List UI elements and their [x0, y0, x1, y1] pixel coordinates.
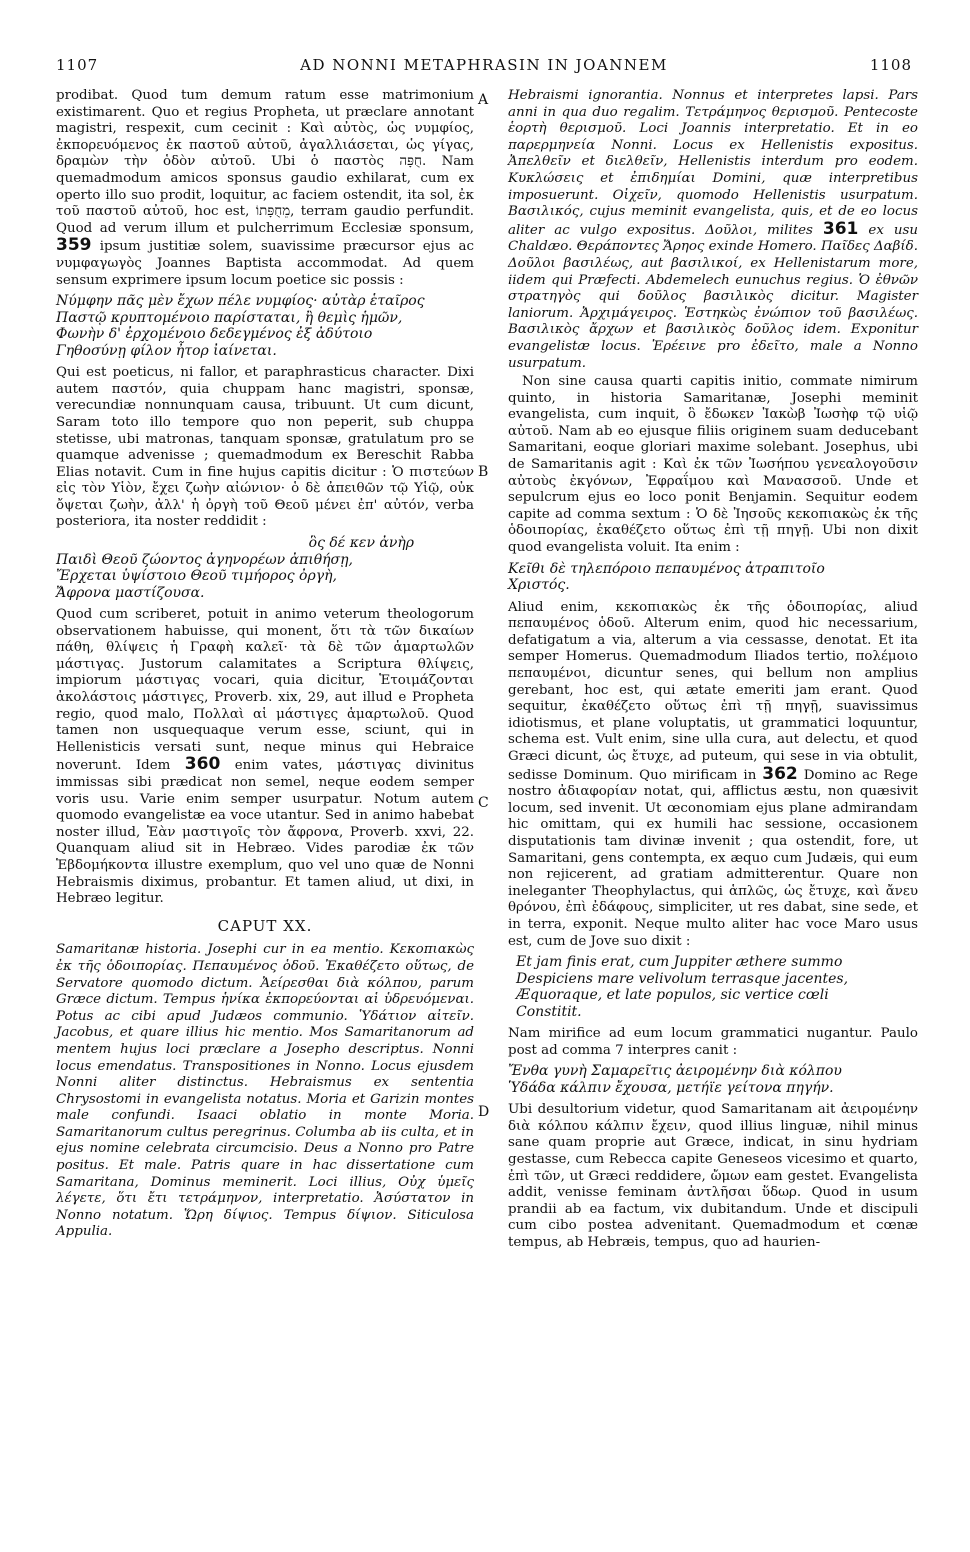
verse-line: Et jam finis erat, cum Juppiter æthere summo	[516, 954, 843, 971]
right-verse-3	[508, 1063, 918, 1096]
verse-line: Æquoraque, et late populos, sic vertice cœli	[516, 987, 829, 1004]
verse-line: Ὑδάδα κάλπιν ἔχουσα, μετήϊε γείτονα πηγήν.	[508, 1079, 834, 1096]
left-paragraph-2: Qui est poeticus, ni fallor, et paraphrasticus character. Dixi autem παστόν, quia chuppam hanc magistri, sponsæ, verecundiæ nonnunquam causa, tribuunt. Ut cum dicunt, Saram toto illo tempore quo non peperit, sub chuppa stetisse, ubi matronas, tanquam sponsæ, gratulatum pro se quamque advenisse ; quemadmodum ex Bereschit Rabba Elias notavit. Cum in fine hujus capitis dicitur : Ὁ πιστεύων εἰς τὸν Υἱὸν, ἔχει ζωὴν αἰώνιον· ὁ δὲ ἀπειθῶν τῷ Υἱῷ, οὐκ ὄψεται ζωὴν, ἀλλ' ἡ ὀργὴ τοῦ Θεοῦ μένει ἐπ' αὐτόν, verba posteriora, ita noster reddidit :	[56, 365, 474, 530]
chapter-heading: CAPUT XX.	[217, 916, 313, 935]
verse-line: Despiciens mare velivolum terrasque jacentes,	[516, 970, 849, 987]
right-column	[508, 88, 918, 1254]
verse-line: Χριστός.	[508, 577, 570, 594]
page-number-right: 1108	[869, 56, 912, 74]
right-paragraph-2: Aliud enim, κεκοπιακὼς ἐκ τῆς ὁδοιπορίας, aliud πεπαυμένος ὁδοῦ. Alterum enim, quod hic necessarium, defatigatum a via, alterum a via cessasse, denotat. Et ita semper Homerus. Quemadmodum Iliados tertio, πολέμοιο πεπαυμένοι, dicuntur senes, qui bellum non amplius gerebant, hoc est, qui ætate emeriti jam erant. Quod sequitur, ἐκαθέζετο οὕτως ἐπὶ τῇ πηγῇ, suavissimus idiotismus, et plane voluptatis, ut grammatici loquuntur, schema est. Vult enim, sine ulla cura, aut delectu, et quod Græci dicunt, ὡς ἔτυχε, ad puteum, qui sese in via obtulit, sedisse Dominum. Quo mirificam in 362 Domino ac Rege nostro ἀδιαφορίαν notat, qui, afflictus æstu, non quæsivit locum, sed invenit. Ut œconomiam ejus plane admirandam hic omittam, qui ex humili hac sessione, occasionem disputationis tam divinæ invenit ; qua ostendit, fore, ut Samaritani, gens contempta, ex æquo cum Judæis, qui eum non rejicerent, ad gratiam admitterentur. Quare non ineleganter Theophylactus, qui ἁπλῶς, ὡς ἔτυχε, καὶ ἄνευ θρόνου, ἐπὶ ἐδάφους, simpliciter, ut res dabat, sine sede, et in terra, exponit. Neque multo aliter hac voce Maro usus est, cum de Jove suo dixit :	[508, 599, 918, 949]
right-paragraph-1: Non sine causa quarti capitis initio, commate nimirum quinto, in historia Samaritanæ, Josephi meminit evangelista, cum inquit, ὃ ἔδωκεν Ἰακὼβ Ἰωσὴφ τῷ υἱῷ αὐτοῦ. Nam ab eo ejusque filiis originem suam deducebant Samaritani, eoque gloriari maxime solebant. Josephus, ubi de Samaritanis agit : Καὶ ἐκ τῶν Ἰωσήπου γενεαλογοῦσιν αὐτοὺς ἐκγόνων, Ἐφραΐμου καὶ Μανασσοῦ. Unde et sepulcrum ejus eo loco ponit Benjamin. Sequitur eodem capite ad comma sextum : Ὁ δὲ Ἰησοῦς κεκοπιακὼς ἐκ τῆς ὁδοιπορίας, ἐκαθέζετο οὕτως ἐπὶ τῇ πηγῇ. Ubi non dixit quod evangelista voluit. Ita enim :	[508, 374, 918, 556]
column-number-361: 361	[822, 218, 859, 239]
verse-line: Constitit.	[516, 1003, 582, 1020]
margin-letter-a: A	[478, 92, 489, 108]
margin-letter-c: C	[478, 795, 489, 811]
column-number-359: 359	[56, 235, 92, 256]
margin-letter-b: B	[478, 464, 489, 480]
verse-line: Ἔρχεται ὑψίστοιο Θεοῦ τιμήορος ὀργὴ,	[56, 568, 337, 585]
verse-line: Φωνὴν δ' ἐρχομένοιο δεδεγμένος ἐξ ἀδύτοιο	[56, 326, 373, 343]
left-paragraph-1: prodibat. Quod tum demum ratum esse matrimonium existimarent. Quo et regius Propheta, ut præclare annotant magistri, respexit, cum cecinit : Καὶ αὐτὸς, ὡς νυμφίος, ἐκπορευόμενος ἐκ παστοῦ αὐτοῦ, ἀγαλλιάσεται, ὡς γίγας, δραμὼν τὴν ὁδὸν αὐτοῦ. Ubi ὁ παστὸς חֻפָּה. Nam quemadmodum amicos sponsus gaudio exhilarat, cum ex operto illo suo prodit, loquitur, ac faciem ostendit, ita sol, ἐκ τοῦ παστοῦ αὐτοῦ, hoc est, מֵחֻפָּתוֹ, terram gaudio perfundit. Quod ad verum illum et pulcherrimum Ecclesiæ sponsum, 359 ipsum justitiæ solem, suavissime præcursor ejus ac νυμφαγωγὸς Joannes Baptista accommodat. Ad quem sensum exprimere ipsum locum poetice sic possis :	[56, 88, 474, 288]
verse-line: Παστῷ κρυπτομένοιο παρίσταται, ἢ θεμὶς ἡμῶν,	[56, 309, 403, 326]
verse-line: Ἔνθα γυνὴ Σαμαρεῖτις ἀειρομένην διὰ κόλπου	[508, 1063, 842, 1080]
running-title: AD NONNI METAPHRASIN IN JOANNEM	[300, 56, 668, 74]
left-verse-2	[56, 535, 474, 601]
right-verse-1	[508, 561, 918, 594]
verse-line: Ἄφρονα μαστίζουσα.	[56, 584, 205, 601]
verse-line: Κεῖθι δὲ τηλεπόροιο πεπαυμένος ἀτραπιτοῖο	[508, 560, 825, 577]
running-header	[56, 56, 912, 80]
page-number-left: 1107	[56, 56, 99, 74]
column-number-362: 362	[762, 763, 798, 784]
verse-line: Νύμφην πᾶς μὲν ἔχων πέλε νυμφίος· αὐτὰρ ἑταῖρος	[56, 293, 425, 310]
right-paragraph-4: Ubi desultorium videtur, quod Samaritanam ait ἀειρομένην διὰ κόλπου κάλπιν ἔχειν, quod illius linguæ, nihil minus sane quam proprie aut Græce, indicat, in sinu hydriam gestasse, cum Rebecca capite Geneseos vicesimo et quarto, ἐπὶ τῶν, ut Græci reddidere, ὤμων eam gestet. Evangelista addit, venisse feminam ἀντλῆσαι ὕδωρ. Quod in usum prandii ab ea factum, vix dubitandum. Unde et discipuli cum cibo postea advenitant. Quemadmodum et cœnæ tempus, ab Hebræis, tempus, quo ad haurien-	[508, 1102, 918, 1251]
margin-letter-d: D	[478, 1104, 490, 1120]
right-summary-continued: Hebraismi ignorantia. Nonnus et interpretes lapsi. Pars anni in qua duo regalim. Τετράμηνος θερισμοῦ. Pentecoste ἑορτὴ θερισμοῦ. Loci Joannis interpretatio. Et in eo παρερμηνεία Nonni. Locus ex Hellenistis expositus. Ἀπελθεῖν et διελθεῖν, Hellenistis interdum pro eodem. Κυκλώσεις et ἐπιδημίαι Domini, quæ interpretibus imposuerunt. Οἰχεῖν, quomodo Hellenistis usurpatum. Βασιλικός, cujus meminit evangelista, quis, et de eo locus aliter ac vulgo expositus. Δοῦλοι, milites 361 ex usu Chaldæo. Θεράποντες Ἄρηος exinde Homero. Παῖδες Δαβίδ. Δοῦλοι βασιλέως, aut βασιλικοί, ex Hellenistarum more, iidem qui Præfecti. Abdemelech eunuchus regius. Ὁ ἐθνῶν στρατηγὸς qui δοῦλος βασιλικὸς dicitur. Magister laniorum. Ἀρχιμάγειρος. Ἑστηκὼς ἐνώπιον τοῦ βασιλέως. Βασιλικὸς ἄρχων et βασιλικὸς δοῦλος idem. Exponitur evangelistæ locus. Ἐρέεινε pro ἐδεῖτο, male a Nonno usurpatum.	[508, 88, 918, 371]
chapter-summary: Samaritanæ historia. Josephi cur in ea mentio. Κεκοπιακὼς ἐκ τῆς ὁδοιπορίας. Πεπαυμένος ὁδοῦ. Ἐκαθέζετο οὕτως, de Servatore quomodo dictum. Ἀείρεσθαι διὰ κόλπου, parum Græce dictum. Tempus ἡνίκα ἐκπορεύονται αἱ ὑδρευόμεναι. Potus ac cibi apud Judæos communio. Ὑδάτιον αἰτεῖν. Jacobus, et quare illius hic mentio. Mos Samaritanorum ad mentem hujus loci præclare a Josepho descriptus. Nonni locus emendatus. Transpositiones in Nonno. Locus ejusdem Nonni aliter distinctus. Hebraismus ex sententia Chrysostomi in evangelista notatus. Moria et Garizin montes male confundi. Isaaci oblatio in monte Moria. Samaritanorum cultus peregrinus. Columba ab iis culta, et in ejus nomine celebrata circumcisio. Deus a Nonno pro Patre positus. Et male. Patris quare in hac dissertatione cum Samaritana, Dominus meminerit. Loci illius, Οὐχ ὑμεῖς λέγετε, ὅτι ἔτι τετράμηνον, interpretatio. Ἀσύστατον in Nonno notatum. Ὥρη δίψιος. Tempus δίψιον. Siticulosa Appulia.	[56, 942, 474, 1240]
verse-line: Γηθοσύνῃ φίλον ἦτορ ἰαίνεται.	[56, 342, 277, 359]
column-number-360: 360	[184, 754, 221, 775]
left-verse-1	[56, 293, 474, 359]
verse-line: ὃς δέ κεν ἀνὴρ	[308, 535, 414, 552]
left-paragraph-3: Quod cum scriberet, potuit in animo veterum theologorum observationem habuisse, qui monent, ὅτι τὰ τῶν δικαίων πάθη, θλίψεις ἡ Γραφὴ καλεῖ· τὰ δὲ τῶν ἁμαρτωλῶν μάστιγας. Justorum calamitates a Scriptura θλίψεις, impiorum μάστιγας vocari, quia dicitur, Ἑτοιμάζονται ἀκολάστοις μάστιγες, Proverb. xix, 29, aut illud e Propheta regio, quod malo, Πολλαὶ αἱ μάστιγες ἁμαρτωλοῦ. Quod tamen non usquequaque verum esse, sciunt, qui in Hellenisticis versati sunt, neque minus qui Hebraice noverunt. Idem 360 enim vates, μάστιγας divinitus immissas sibi prædicat non semel, neque eodem semper voris usu. Varie enim semper usurpatur. Notum autem quomodo evangelistæ ea voce utantur. Sed in animo habebat noster illud, Ἐὰν μαστιγοῖς τὸν ἄφρονα, Proverb. xxvi, 22. Quanquam aliud sit in Hebræo. Vides parodiæ ἐκ τῶν Ἑβδομήκοντα illustre exemplum, quo vel uno quæ de Nonni Hebraismis diximus, probantur. Et tamen aliud, ut dixi, in Hebræo legitur.	[56, 607, 475, 907]
left-column	[56, 88, 474, 1243]
right-verse-2	[508, 954, 918, 1020]
verse-line: Παιδὶ Θεοῦ ζώοντος ἀγηνορέων ἀπιθήσῃ,	[56, 551, 353, 568]
right-paragraph-3: Nam mirifice ad eum locum grammatici nugantur. Paulo post ad comma 7 interpres canit :	[508, 1026, 918, 1058]
